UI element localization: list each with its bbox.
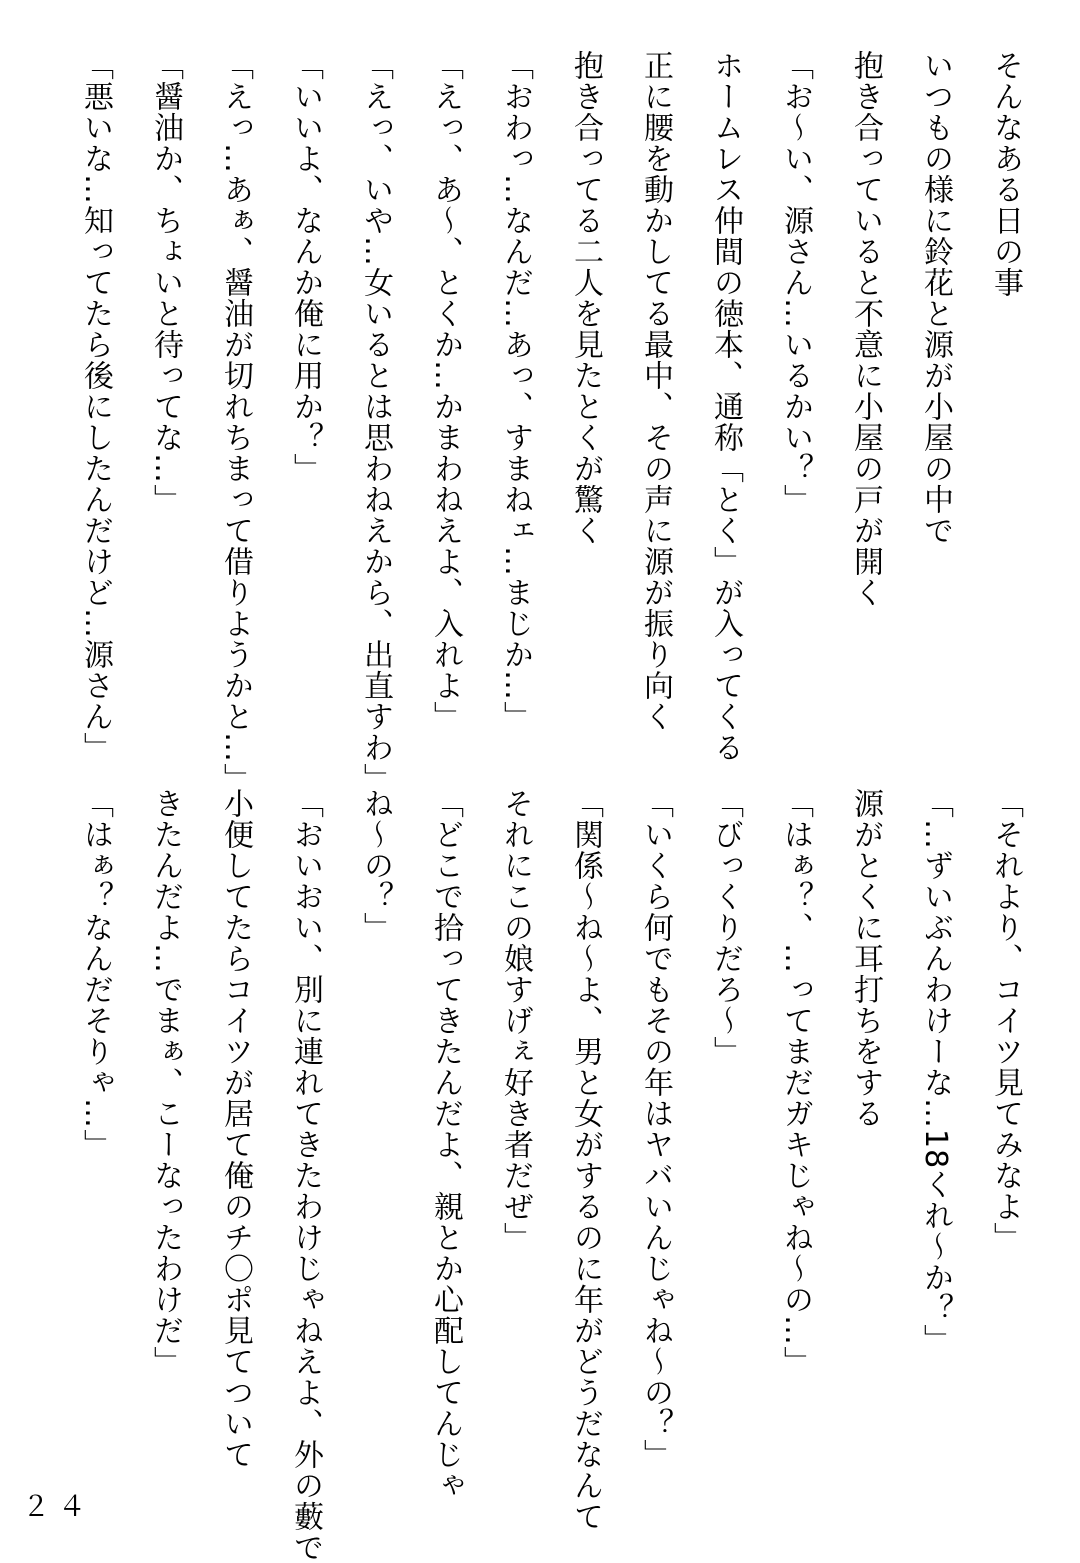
text-line: 「はぁ？なんだそりゃ…」 [78,788,113,1160]
text-line: 正に腰を動かしてる最中、その声に源が振り向く [638,50,673,732]
bottom-text-block [70,788,1030,1563]
text-line: 「おいおい、別に連れてきたわけじゃねえよ、外の藪で [288,788,323,1563]
text-line: 「えっ、いや…女いるとは思わねえから、出直すわ」 [358,50,393,794]
text-line: 源がとくに耳打ちをする [848,788,883,1129]
text-line: ね～の？」 [358,788,393,943]
text-line: 「えっ、あ～、とくか…かまわねえよ、入れよ」 [428,50,463,732]
text-line: 「それより、コイツ見てみなよ」 [988,788,1023,1253]
text-line: 「お～い、源さん…いるかい？」 [778,50,813,515]
text-line: 「悪いな…知ってたら後にしたんだけど…源さん」 [78,50,113,763]
text-line: 抱き合ってる二人を見たとくが驚く [568,50,603,546]
text-line: 「えっ…あぁ、醤油が切れちまって借りようかと…」 [218,50,253,794]
text-line: 「醤油か、ちょいと待ってな…」 [148,50,183,515]
text-line: いつもの様に鈴花と源が小屋の中で [918,50,953,546]
text-line: 「どこで拾ってきたんだよ、親とか心配してんじゃ [428,788,463,1501]
text-line: 「関係～ね～よ、男と女がするのに年がどうだなんて [568,788,603,1532]
text-line: きたんだよ…でまぁ、こーなったわけだ」 [148,788,183,1377]
text-line: 「びっくりだろ～」 [708,788,743,1067]
text-line: 抱き合っていると不意に小屋の戸が開く [848,50,883,608]
text-line: ホームレス仲間の徳本、通称「とく」が入ってくる [708,50,743,763]
text-line: それにこの娘すげぇ好き者だぜ」 [498,788,533,1253]
text-line: 「いいよ、なんか俺に用か？」 [288,50,323,484]
text-line: 「おわっ…なんだ…あっ、すまねェ…まじか…」 [498,50,533,732]
top-text-block [70,50,1030,794]
text-line: 「いくら何でもその年はヤバいんじゃね～の？」 [638,788,673,1470]
text-line: 「…ずいぶんわけーな…18くれ～か？」 [918,788,953,1356]
text-line: 「はぁ？、…ってまだガキじゃね～の…」 [778,788,813,1377]
text-line: 小便してたらコイツが居て俺のチ〇ポ見てついて [218,788,253,1470]
page-number: ２４ [22,1490,95,1523]
text-line: そんなある日の事 [988,50,1023,298]
